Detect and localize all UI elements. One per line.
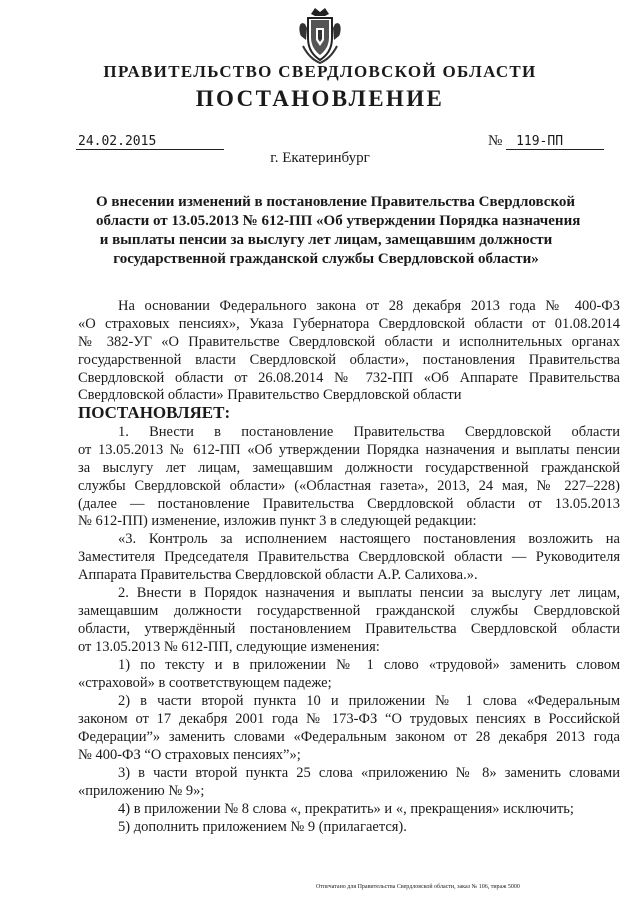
subitem-line: законом от 17 декабря 2001 года № 173-ФЗ “О трудовых пенсиях в Российской <box>78 711 620 727</box>
item2-line: замещавшим должности государственной гражданской службы Свердловской <box>78 603 620 619</box>
item1-quote-line: Заместителя Председателя Правительства Свердловской области — Руководителя <box>78 549 620 565</box>
subitem-line: 2) в части второй пункта 10 и приложении № 1 слова «Федеральным <box>118 693 620 709</box>
subitem-line: 1) по тексту и в приложении № 1 слово «трудовой» заменить словом <box>118 657 620 673</box>
item1-quote-line: «3. Контроль за исполнением настоящего постановления возложить на <box>118 531 620 547</box>
coat-of-arms-emblem <box>297 6 343 64</box>
preamble-line: № 382-УГ «О Правительстве Свердловской области и исполнительных органах <box>78 334 620 350</box>
item2-line: от 13.05.2013 № 612-ПП, следующие изменения: <box>78 639 380 655</box>
subitem-line: «приложению № 9»; <box>78 783 205 799</box>
preamble-line: На основании Федерального закона от 28 декабря 2013 года № 400-ФЗ <box>118 298 620 314</box>
city: г. Екатеринбург <box>270 150 370 166</box>
item1-line: службы Свердловской области» («Областная газета», 2013, 24 мая, № 227–228) <box>78 478 620 494</box>
item1-line: № 612-ПП) изменение, изложив пункт 3 в следующей редакции: <box>78 513 477 529</box>
government-name: ПРАВИТЕЛЬСТВО СВЕРДЛОВСКОЙ ОБЛАСТИ <box>103 62 537 81</box>
item1-line: от 13.05.2013 № 612-ПП «Об утверждении Порядка назначения и выплаты пенсии <box>78 442 620 458</box>
preamble-line: Свердловской области» Правительство Свердловской области <box>78 387 462 403</box>
document-date: 24.02.2015 <box>76 134 224 150</box>
subitem-line: 3) в части второй пункта 25 слова «приложению № 8» заменить словами <box>118 765 620 781</box>
subitem-line: 4) в приложении № 8 слова «, прекратить» и «, прекращения» исключить; <box>118 801 574 817</box>
subitem-line: 5) дополнить приложением № 9 (прилагается). <box>118 819 407 835</box>
item1-line: за выслугу лет лицам, замещавшим должности государственной гражданской <box>78 460 620 476</box>
item2-line: 2. Внести в Порядок назначения и выплаты пенсии за выслугу лет лицам, <box>118 585 620 601</box>
title-line: государственной гражданской службы Свердловской области» <box>113 251 539 267</box>
number-sign: № <box>488 133 503 149</box>
number-value: 119-ПП <box>506 134 604 150</box>
title-line: области от 13.05.2013 № 612-ПП «Об утверждении Порядка назначения <box>96 213 581 229</box>
preamble-line: Свердловской области от 26.08.2014 № 732-ПП «Об Аппарате Правительства <box>78 370 620 386</box>
preamble-line: «О страховых пенсиях», Указа Губернатора Свердловской области от 01.08.2014 <box>78 316 620 332</box>
document-number <box>488 134 604 150</box>
subitem-line: Федерации”» заменить словами «Федеральным законом от 28 декабря 2013 года <box>78 729 620 745</box>
subitem-line: № 400-ФЗ “О страховых пенсиях”»; <box>78 747 301 763</box>
item1-line: (далее — постановление Правительства Свердловской области от 13.05.2013 <box>78 496 620 512</box>
item1-quote-line: Аппарата Правительства Свердловской области А.Р. Салихова.». <box>78 567 478 583</box>
item2-line: области, утверждённый постановлением Правительства Свердловской области <box>78 621 620 637</box>
subitem-line: «страховой» в соответствующем падеже; <box>78 675 332 691</box>
title-line: О внесении изменений в постановление Правительства Свердловской <box>96 194 576 210</box>
print-footer: Отпечатано для Правительства Свердловской области, заказ № 106, тираж 5000 <box>316 884 520 890</box>
item1-line: 1. Внести в постановление Правительства Свердловской области <box>118 424 620 440</box>
preamble-line: государственной власти Свердловской области», постановления Правительства <box>78 352 620 368</box>
resolves-heading: ПОСТАНОВЛЯЕТ: <box>78 403 231 422</box>
document-type: ПОСТАНОВЛЕНИЕ <box>195 86 445 111</box>
title-line: и выплаты пенсии за выслугу лет лицам, замещавшим должности <box>99 232 553 248</box>
